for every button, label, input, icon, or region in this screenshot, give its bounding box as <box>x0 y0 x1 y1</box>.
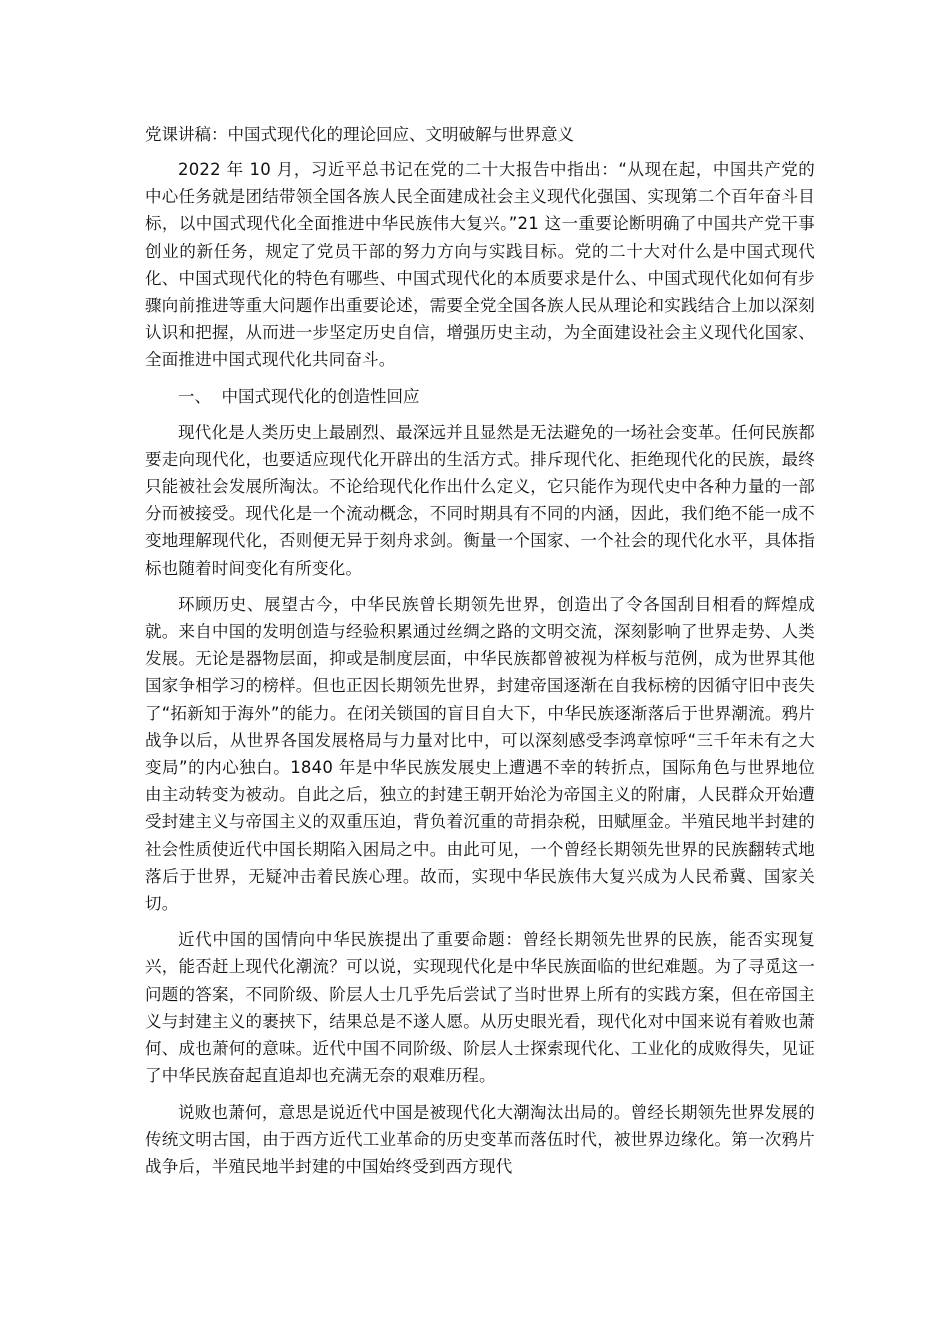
section-paragraph-4: 说败也萧何，意思是说近代中国是被现代化大潮淘汰出局的。曾经长期领先世界发展的传统文明古国，由于西方近代工业革命的历史变革而落伍时代，被世界边缘化。第一次鸦片战争后，半殖民地半封建的中国始终受到西方现代 <box>145 1102 815 1176</box>
document-title: 党课讲稿：中国式现代化的理论回应、文明破解与世界意义 <box>145 125 574 144</box>
section-heading: 一、 中国式现代化的创造性回应 <box>178 386 420 406</box>
document-page <box>145 122 815 1189</box>
section-paragraph-2: 环顾历史、展望古今，中华民族曾长期领先世界，创造出了令各国刮目相看的辉煌成就。来自中国的发明创造与经验积累通过丝绸之路的文明交流，深刻影响了世界走势、人类发展。无论是器物层面，抑或是制度层面，中华民族都曾被视为样板与范例，成为世界其他国家争相学习的榜样。但也正因长期领先世界，封建帝国逐渐在自我标榜的因循守旧中丧失了“拓新知于海外”的能力。在闭关锁国的盲目自大下，中华民族逐渐落后于世界潮流。鸦片战争以后，从世界各国发展格局与力量对比中，可以深刻感受李鸿章惊呼“三千年未有之大变局”的内心独白。1840 年是中华民族发展史上遭遇不幸的转折点，国际角色与世界地位由主动转变为被动。自此之后，独立的封建王朝开始沦为帝国主义的附庸，人民群众开始遭受封建主义与帝国主义的双重压迫，背负着沉重的苛捐杂税，田赋厘金。半殖民地半封建的社会性质使近代中国长期陷入困局之中。由此可见，一个曾经长期领先世界的民族翻转式地落后于世界，无疑冲击着民族心理。故而，实现中华民族伟大复兴成为人民希冀、国家关切。 <box>145 594 815 914</box>
section-paragraph-3: 近代中国的国情向中华民族提出了重要命题：曾经长期领先世界的民族，能否实现复兴，能否赶上现代化潮流？可以说，实现现代化是中华民族面临的世纪难题。为了寻觅这一问题的答案，不同阶级、阶层人士几乎先后尝试了当时世界上所有的实践方案，但在帝国主义与封建主义的裹挟下，结果总是不遂人愿。从历史眼光看，现代化对中国来说有着败也萧何、成也萧何的意味。近代中国不同阶级、阶层人士探索现代化、工业化的成败得失，见证了中华民族奋起直追却也充满无奈的艰难历程。 <box>145 930 815 1086</box>
intro-paragraph: 2022 年 10 月，习近平总书记在党的二十大报告中指出：“从现在起，中国共产党的中心任务就是团结带领全国各族人民全面建成社会主义现代化强国、实现第二个百年奋斗目标，以中国式现代化全面推进中华民族伟大复兴。”21 这一重要论断明确了中国共产党干事创业的新任务，规定了党员干部的努力方向与实践目标。党的二十大对什么是中国式现代化、中国式现代化的特色有哪些、中国式现代化的本质要求是什么、中国式现代化如何有步骤向前推进等重大问题作出重要论述，需要全党全国各族人民从理论和实践结合上加以深刻认识和把握，从而进一步坚定历史自信，增强历史主动，为全面建设社会主义现代化国家、全面推进中国式现代化共同奋斗。 <box>145 160 815 370</box>
section-paragraph-1: 现代化是人类历史上最剧烈、最深远并且显然是无法避免的一场社会变革。任何民族都要走向现代化，也要适应现代化开辟出的生活方式。排斥现代化、拒绝现代化的民族，最终只能被社会发展所淘汰。不论给现代化作出什么定义，它只能作为现代史中各种力量的一部分而被接受。现代化是一个流动概念，不同时期具有不同的内涵，因此，我们绝不能一成不变地理解现代化，否则便无异于刻舟求剑。衡量一个国家、一个社会的现代化水平，具体指标也随着时间变化有所变化。 <box>145 422 815 578</box>
